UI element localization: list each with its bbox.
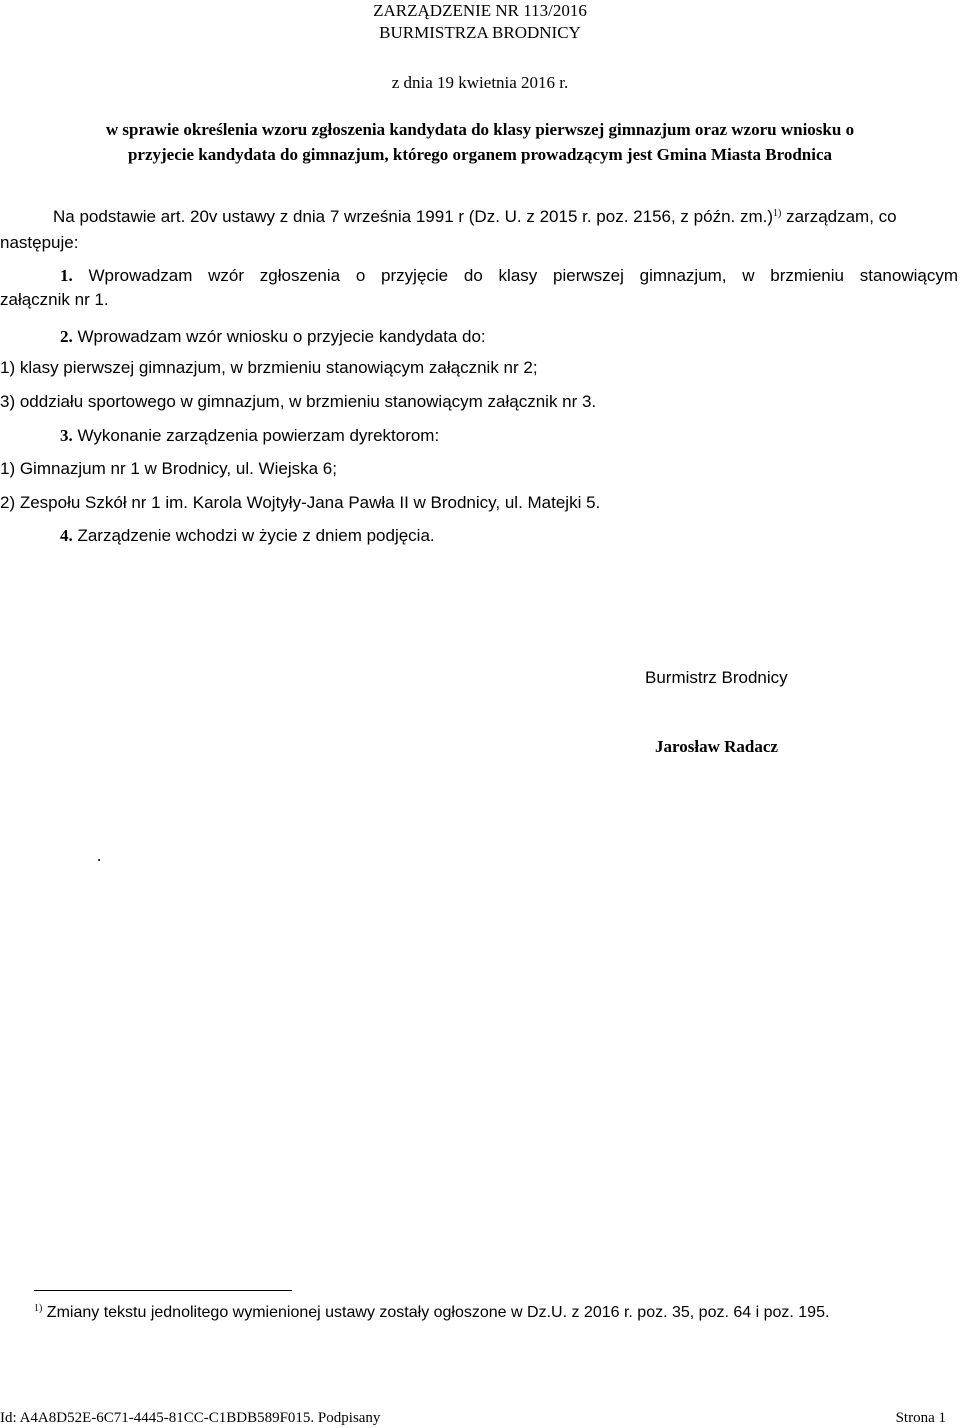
section-4-text: Zarządzenie wchodzi w życie z dniem podjęcia. [72, 526, 435, 545]
preamble-line2: następuje: [0, 233, 79, 252]
footnote [34, 1302, 829, 1324]
preamble-continuation: zarządzam, co [781, 207, 897, 226]
section-3-heading [60, 425, 439, 447]
footnote-text: Zmiany tekstu jednolitego wymienionej ustawy zostały ogłoszone w Dz.U. z 2016 r. poz. 35, poz. 64 i poz. 195. [42, 1304, 830, 1321]
section-2-heading [60, 326, 486, 348]
section-3-number: 3. [60, 426, 73, 445]
preamble-text: Na podstawie art. 20v ustawy z dnia 7 września 1991 r (Dz. U. z 2015 r. poz. 2156, z późn. zm.) [53, 207, 774, 226]
section-2-item-1: 1) klasy pierwszej gimnazjum, w brzmieniu stanowiącym załącznik nr 2; [0, 358, 538, 377]
document-subject-line2: przyjecie kandydata do gimnazjum, którego organem prowadzącym jest Gmina Miasta Brodnica [127, 145, 833, 164]
section-1-number: 1. [60, 266, 73, 285]
section-1-line2: załącznik nr 1. [0, 290, 109, 309]
section-4 [60, 525, 435, 547]
section-2-number: 2. [60, 327, 73, 346]
footer-document-id: Id: A4A8D52E-6C71-4445-81CC-C1BDB589F015. Podpisany [0, 1410, 381, 1426]
section-4-number: 4. [60, 526, 73, 545]
footer-page-number: Strona 1 [895, 1410, 946, 1426]
document-issuer: BURMISTRZA BRODNICY [379, 23, 581, 42]
section-1-line1 [0, 265, 958, 287]
document-title: ZARZĄDZENIE NR 113/2016 [373, 1, 587, 20]
document-subject-line1: w sprawie określenia wzoru zgłoszenia kandydata do klasy pierwszej gimnazjum oraz wzoru wniosku o [105, 120, 855, 139]
preamble-line1 [53, 206, 897, 228]
footnote-marker: 1) [34, 1303, 43, 1314]
section-2-text: Wprowadzam wzór wniosku o przyjecie kandydata do: [72, 327, 486, 346]
section-3-item-1: 1) Gimnazjum nr 1 w Brodnicy, ul. Wiejska 6; [0, 459, 337, 478]
section-3-text: Wykonanie zarządzenia powierzam dyrektorom: [72, 426, 440, 445]
signature-name: Jarosław Radacz [655, 737, 778, 756]
footnote-separator [34, 1290, 292, 1291]
section-2-item-2: 3) oddziału sportowego w gimnazjum, w brzmieniu stanowiącym załącznik nr 3. [0, 392, 597, 411]
signature-dot: . [97, 846, 102, 865]
footnote-reference: 1) [773, 208, 782, 219]
section-3-item-2: 2) Zespołu Szkół nr 1 im. Karola Wojtyły-Jana Pawła II w Brodnicy, ul. Matejki 5. [0, 493, 601, 512]
document-date: z dnia 19 kwietnia 2016 r. [391, 73, 569, 92]
section-1-text: Wprowadzam wzór zgłoszenia o przyjęcie do klasy pierwszej gimnazjum, w brzmieniu stanowiącym [72, 266, 958, 285]
signature-role: Burmistrz Brodnicy [645, 668, 788, 687]
